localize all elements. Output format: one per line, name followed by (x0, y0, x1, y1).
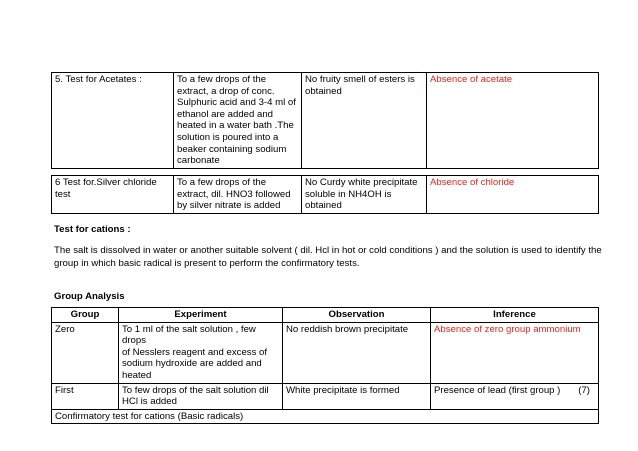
acetate-test-table (51, 72, 599, 169)
table-footer-row (52, 409, 599, 424)
observation-cell: No reddish brown precipitate (283, 322, 431, 383)
inference-cell: Absence of chloride (427, 176, 599, 214)
table-row (52, 322, 599, 383)
test-name-cell: 5. Test for Acetates : (52, 73, 174, 169)
observation-cell: White precipitate is formed (283, 383, 431, 409)
cations-paragraph: The salt is dissolved in water or another suitable solvent ( dil. Hcl in hot or cold conditions ) and the solution is used to identify the group in which basic radical is present to perform the confirmatory tests. (54, 245, 602, 269)
group-cell: Zero (52, 322, 119, 383)
table-row (52, 73, 599, 169)
experiment-cell: To a few drops of the extract, dil. HNO3 followed by silver nitrate is added (174, 176, 302, 214)
test-name-cell: 6 Test for.Silver chloride test (52, 176, 174, 214)
experiment-cell: To a few drops of the extract, a drop of conc. Sulphuric acid and 3-4 ml of ethanol are added and heated in a water bath .The solution is poured into a beaker containing sodium carbonate (174, 73, 302, 169)
observation-cell: No Curdy white precipitate soluble in NH4OH is obtained (302, 176, 427, 214)
group-analysis-table (51, 307, 599, 424)
table-header-row (52, 308, 599, 323)
table-row (52, 383, 599, 409)
cations-heading: Test for cations : (54, 224, 131, 235)
inference-cell: Absence of zero group ammonium (431, 322, 599, 383)
experiment-cell: To few drops of the salt solution dil HCl is added (119, 383, 283, 409)
table-row (52, 176, 599, 214)
column-header-group: Group (52, 308, 119, 323)
group-cell: First (52, 383, 119, 409)
inference-text: Presence of lead (first group ) (434, 384, 561, 396)
page-note: (7) (578, 384, 590, 396)
column-header-inference: Inference (431, 308, 599, 323)
confirmatory-test-label: Confirmatory test for cations (Basic radicals) (52, 409, 599, 424)
chloride-test-table (51, 175, 599, 214)
column-header-observation: Observation (283, 308, 431, 323)
group-analysis-heading: Group Analysis (54, 291, 125, 302)
inference-cell (431, 383, 599, 409)
inference-cell: Absence of acetate (427, 73, 599, 169)
column-header-experiment: Experiment (119, 308, 283, 323)
observation-cell: No fruity smell of esters is obtained (302, 73, 427, 169)
experiment-cell: To 1 ml of the salt solution , few drops of Nesslers reagent and excess of sodium hydroxide are added and heated (119, 322, 283, 383)
